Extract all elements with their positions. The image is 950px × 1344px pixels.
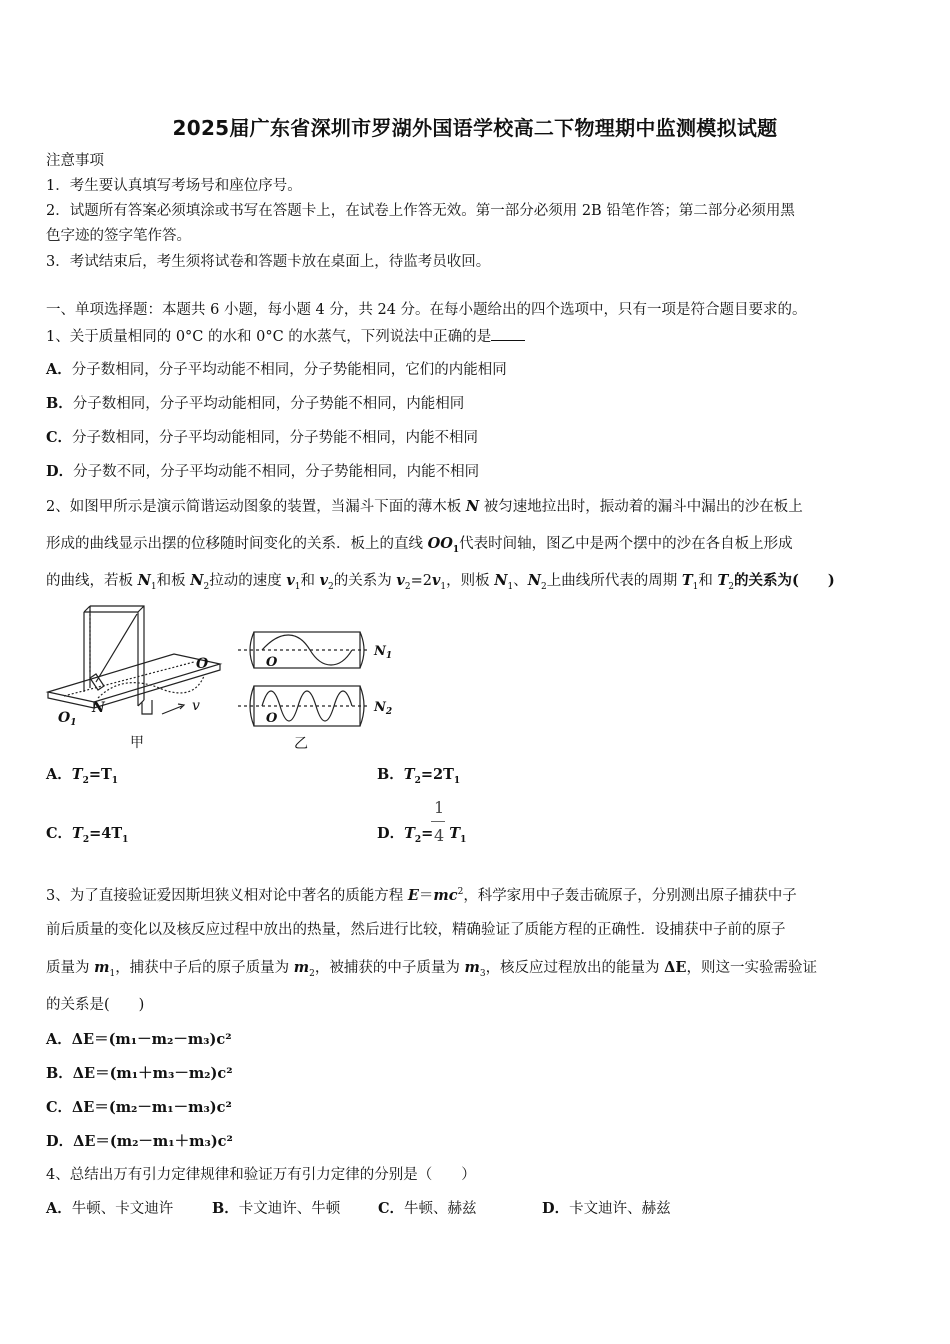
- fraction-bar: [431, 821, 445, 822]
- figure-jia-apparatus: [44, 602, 224, 752]
- label-o-top: O: [266, 655, 278, 670]
- notice-heading: 注意事项: [46, 153, 104, 169]
- q3-line-2: 前后质量的变化以及核反应过程中放出的热量，然后进行比较，精确验证了质能方程的正确性．设捕获中子前的原子: [46, 922, 786, 938]
- q3-option-a: A．ΔE＝(m₁－m₂－m₃)c²: [46, 1031, 232, 1048]
- fraction-denominator: 4: [434, 826, 445, 845]
- label-n2: $N_2$: [374, 700, 393, 717]
- answer-blank: [491, 326, 525, 341]
- notice-item-2-cont: 色字迹的签字笔作答。: [46, 228, 191, 244]
- fraction-numerator: 1: [434, 798, 445, 817]
- label-n1: $N_1$: [374, 644, 393, 661]
- label-v: v: [192, 698, 200, 714]
- q4-option-d: D．卡文迪许、赫兹: [542, 1200, 671, 1217]
- label-o: O: [196, 656, 209, 672]
- q3-line-4: 的关系是( ): [46, 997, 145, 1013]
- q2-option-b: B．$T_2=2T_1$: [377, 766, 461, 786]
- q2-line-3: 的曲线，若板 $N_1$和板 $N_2$拉动的速度 $v_1$和 $v_2$的关系为 $v_2=2v_1$，则板 $N_1$、$N_2$上曲线所代表的周期 $T_1$和 $T_2$的关系为( ): [46, 572, 835, 592]
- q2-option-a: A．$T_2=T_1$: [46, 766, 119, 786]
- q1-option-d: D．分子数不同，分子平均动能不相同，分子势能相同，内能不相同: [46, 463, 480, 480]
- q3-line-1: 3、为了直接验证爱因斯坦狭义相对论中著名的质能方程 $E=mc^2$，科学家用中子轰击硫原子，分别测出原子捕获中子: [46, 886, 797, 904]
- q2-line-1: 2、如图甲所示是演示简谐运动图象的装置，当漏斗下面的薄木板 N 被匀速地拉出时，振动着的漏斗中漏出的沙在板上: [46, 498, 803, 515]
- q2-line-2: 形成的曲线显示出摆的位移随时间变化的关系．板上的直线 $OO_1$代表时间轴，图乙中是两个摆中的沙在各自板上形成: [46, 535, 793, 555]
- q4-option-c: C．牛顿、赫兹: [378, 1200, 477, 1217]
- label-o1: $O_1$: [58, 710, 77, 728]
- q1-option-b: B．分子数相同，分子平均动能相同，分子势能不相同，内能相同: [46, 395, 465, 412]
- q3-option-b: B．ΔE＝(m₁＋m₃－m₂)c²: [46, 1065, 233, 1082]
- label-yi: 乙: [294, 736, 308, 752]
- notice-item-3: 3．考试结束后，考生须将试卷和答题卡放在桌面上，待监考员收回。: [46, 254, 491, 270]
- q4-option-a: A．牛顿、卡文迪许: [46, 1200, 174, 1217]
- q3-option-d: D．ΔE＝(m₂－m₁＋m₃)c²: [46, 1133, 233, 1150]
- label-o-bottom: O: [266, 711, 278, 726]
- q1-option-a: A．分子数相同，分子平均动能不相同，分子势能相同，它们的内能相同: [46, 361, 507, 378]
- figure-yi-curves: [236, 624, 400, 754]
- q2-option-c: C．$T_2=4T_1$: [46, 825, 129, 845]
- notice-item-1: 1．考生要认真填写考场号和座位序号。: [46, 178, 302, 194]
- q1-option-c: C．分子数相同，分子平均动能相同，分子势能不相同，内能不相同: [46, 429, 479, 446]
- notice-item-2: 2．试题所有答案必须填涂或书写在答题卡上，在试卷上作答无效。第一部分必须用 2B 铅笔作答；第二部分必须用黑: [46, 203, 795, 219]
- section-heading: 一、单项选择题：本题共 6 小题，每小题 4 分，共 24 分。在每小题给出的四个选项中，只有一项是符合题目要求的。: [46, 302, 807, 318]
- label-jia: 甲: [130, 735, 144, 751]
- q4-option-b: B．卡文迪许、牛顿: [212, 1200, 341, 1217]
- q4-stem: 4、总结出万有引力定律规律和验证万有引力定律的分别是（ ）: [46, 1167, 476, 1183]
- q2-option-d: D．$T_2= T_1$: [377, 825, 467, 845]
- q1-stem: 1、关于质量相同的 0°C 的水和 0°C 的水蒸气，下列说法中正确的是: [46, 326, 525, 347]
- label-n: N: [92, 700, 105, 716]
- q3-option-c: C．ΔE＝(m₂－m₁－m₃)c²: [46, 1099, 232, 1116]
- page-title: 2025届广东省深圳市罗湖外国语学校高二下物理期中监测模拟试题: [172, 116, 778, 140]
- q3-line-3: 质量为 $m_1$，捕获中子后的原子质量为 $m_2$，被捕获的中子质量为 $m_3$，核反应过程放出的能量为 ΔE，则这一实验需验证: [46, 959, 817, 979]
